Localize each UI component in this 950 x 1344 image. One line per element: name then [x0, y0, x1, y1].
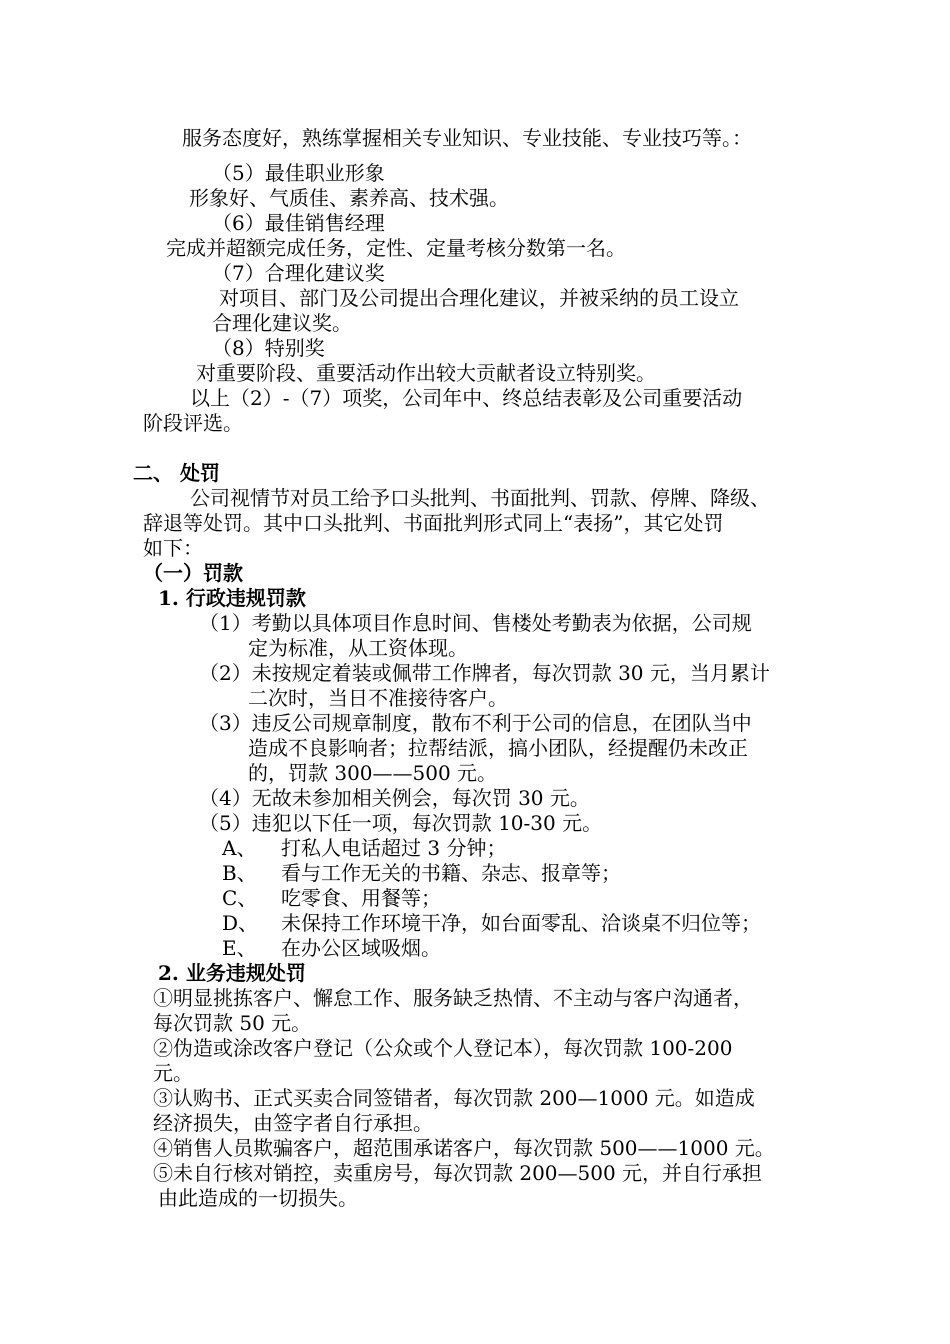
- rule-item: ④销售人员欺骗客户，超范围承诺客户，每次罚款 500——1000 元。: [153, 1136, 775, 1160]
- subsection-heading: 1. 行政违规罚款: [158, 586, 306, 610]
- rule-item: ①明显挑拣客户、懈怠工作、服务缺乏热情、不主动与客户沟通者，: [153, 986, 753, 1010]
- subsection-heading: （一）罚款: [143, 561, 243, 585]
- list-marker: D、: [222, 911, 259, 935]
- text-line: 服务态度好，熟练掌握相关专业知识、专业技能、专业技巧等。：: [182, 126, 752, 150]
- section-heading: 二、 处罚: [133, 461, 220, 485]
- rule-item: ②伪造或涂改客户登记（公众或个人登记本），每次罚款 100-200: [153, 1036, 733, 1060]
- rule-item: ⑤未自行核对销控，卖重房号，每次罚款 200—500 元，并自行承担: [153, 1161, 763, 1185]
- text-line: 造成不良影响者；拉帮结派，搞小团队，经提醒仍未改正: [248, 736, 748, 760]
- list-item: 打私人电话超过 3 分钟；: [281, 836, 507, 860]
- list-item: 未保持工作环境干净，如台面零乱、洽谈桌不归位等；: [281, 911, 761, 935]
- rule-item: （3）违反公司规章制度，散布不利于公司的信息，在团队当中: [199, 711, 752, 735]
- rule-item: ③认购书、正式买卖合同签错者，每次罚款 200—1000 元。如造成: [153, 1086, 755, 1110]
- rule-item: （4）无故未参加相关例会，每次罚 30 元。: [199, 786, 590, 810]
- award-heading: （6）最佳销售经理: [212, 211, 385, 235]
- rule-item: （2）未按规定着装或佩带工作牌者，每次罚款 30 元，当月累计: [199, 661, 770, 685]
- list-marker: A、: [222, 836, 257, 860]
- text-line: 由此造成的一切损失。: [158, 1186, 358, 1210]
- list-item: 吃零食、用餐等；: [281, 886, 441, 910]
- list-marker: E、: [222, 936, 257, 960]
- text-line: 如下：: [143, 536, 203, 560]
- list-item: 在办公区域吸烟。: [281, 936, 441, 960]
- award-heading: （5）最佳职业形象: [212, 161, 385, 185]
- list-marker: C、: [222, 886, 258, 910]
- award-heading: （7）合理化建议奖: [212, 261, 385, 285]
- text-line: 二次时，当日不准接待客户。: [248, 686, 508, 710]
- text-line: 阶段评选。: [143, 411, 243, 435]
- text-line: 的，罚款 300——500 元。: [248, 761, 498, 785]
- text-line: 形象好、气质佳、素养高、技术强。: [189, 186, 509, 210]
- list-item: 看与工作无关的书籍、杂志、报章等；: [281, 861, 621, 885]
- text-line: 辞退等处罚。其中口头批判、书面批判形式同上“表扬”，其它处罚: [143, 511, 724, 535]
- text-line: 定为标准，从工资体现。: [248, 636, 468, 660]
- subsection-heading: 2. 业务违规处罚: [158, 961, 306, 985]
- award-heading: （8）特别奖: [212, 336, 325, 360]
- text-line: 公司视情节对员工给予口头批判、书面批判、罚款、停牌、降级、: [190, 486, 770, 510]
- text-line: 对项目、部门及公司提出合理化建议，并被采纳的员工设立: [219, 286, 739, 310]
- list-marker: B、: [222, 861, 257, 885]
- text-line: 合理化建议奖。: [212, 311, 352, 335]
- text-line: 以上（2）-（7）项奖，公司年中、终总结表彰及公司重要活动: [190, 386, 743, 410]
- text-line: 元。: [153, 1061, 193, 1085]
- text-line: 对重要阶段、重要活动作出较大贡献者设立特别奖。: [196, 361, 656, 385]
- rule-item: （5）违犯以下任一项，每次罚款 10-30 元。: [199, 811, 603, 835]
- text-line: 每次罚款 50 元。: [153, 1011, 312, 1035]
- text-line: 完成并超额完成任务，定性、定量考核分数第一名。: [166, 236, 626, 260]
- text-line: 经济损失，由签字者自行承担。: [153, 1111, 433, 1135]
- rule-item: （1）考勤以具体项目作息时间、售楼处考勤表为依据，公司规: [199, 611, 752, 635]
